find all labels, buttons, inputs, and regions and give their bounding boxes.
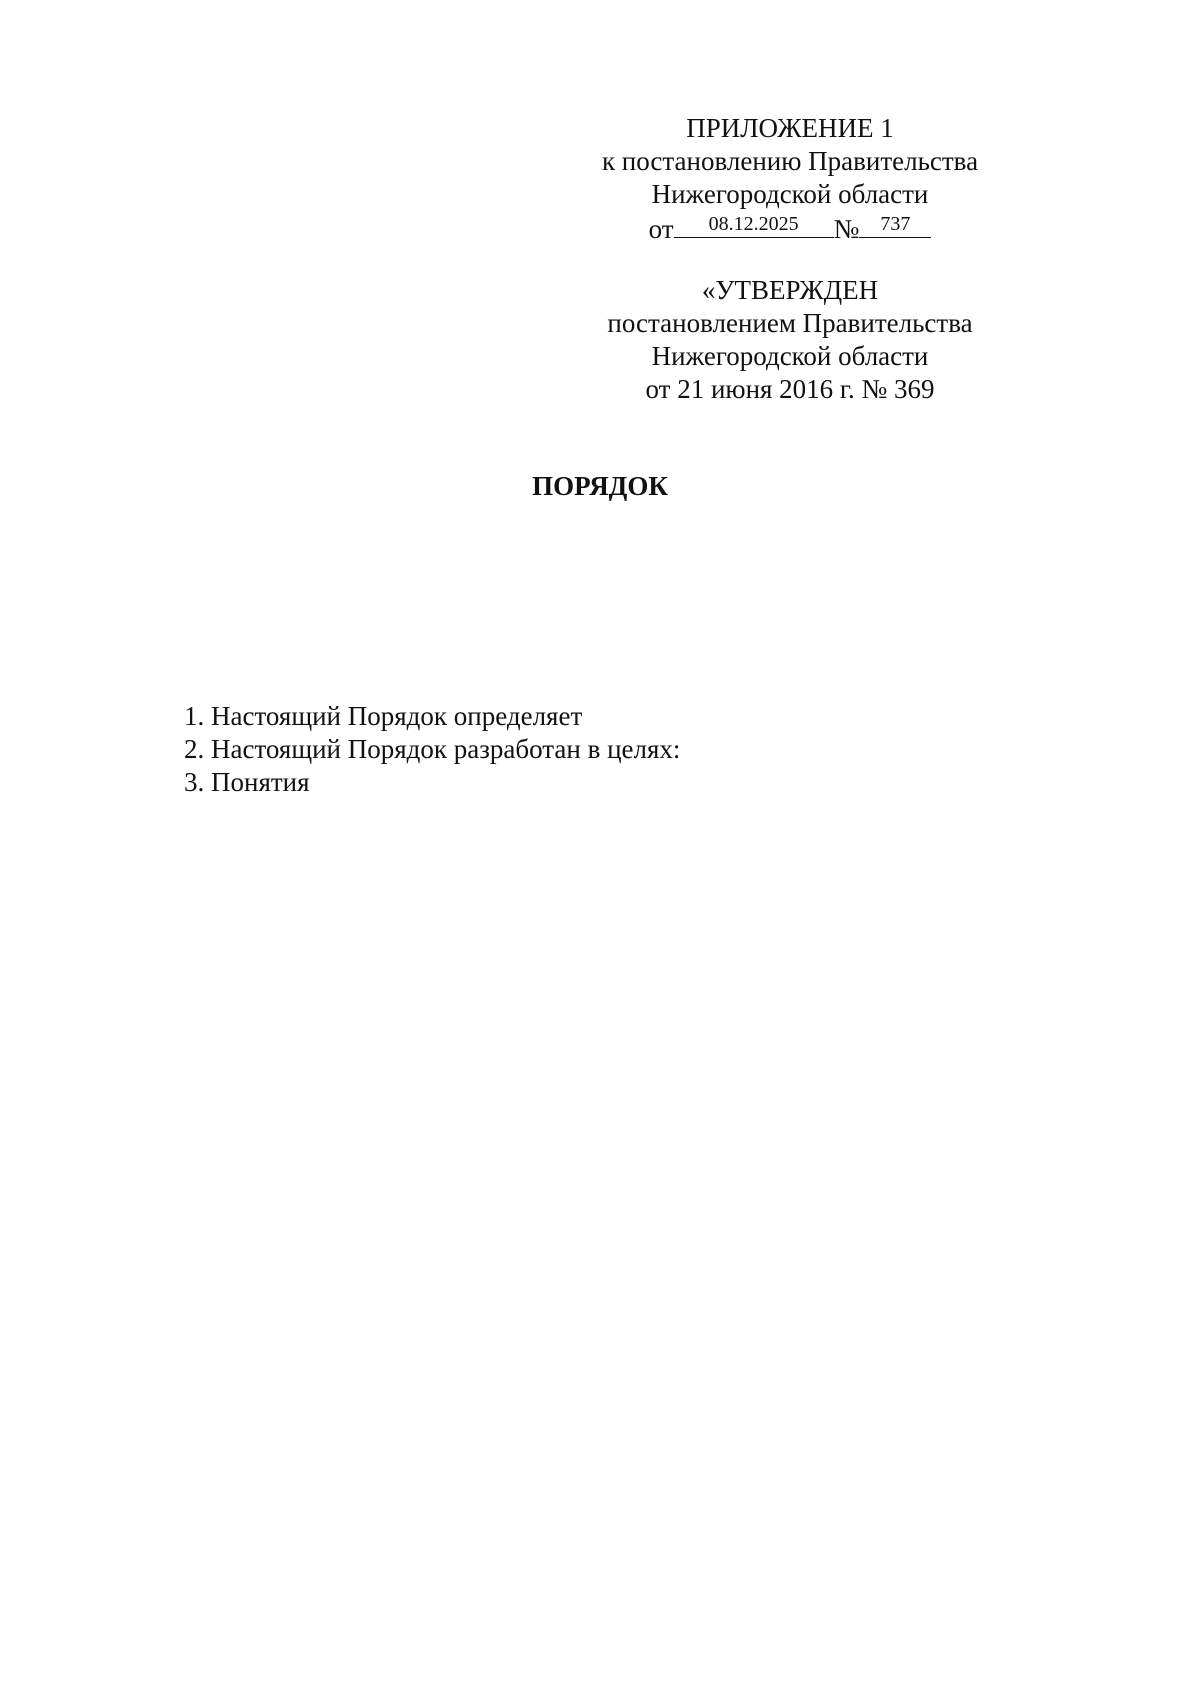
- appendix-title: ПРИЛОЖЕНИЕ 1: [686, 113, 894, 143]
- appendix-block: [560, 112, 1020, 246]
- heading-title: ПОРЯДОК: [532, 471, 668, 501]
- number-field: [859, 211, 931, 238]
- date-field: [674, 211, 834, 238]
- number-value: 737: [880, 213, 911, 235]
- approval-line-1: постановлением Правительства: [607, 308, 973, 338]
- approval-line-3: от 21 июня 2016 г. № 369: [645, 374, 935, 404]
- paragraph-2: 2. Настоящий Порядок разработан в целях:: [184, 734, 681, 764]
- approval-title: «УТВЕРЖДЕН: [701, 275, 879, 305]
- appendix-line-1: к постановлению Правительства: [601, 146, 979, 176]
- date-value: 08.12.2025: [708, 213, 799, 235]
- approval-block: [560, 274, 1020, 406]
- document-body: [112, 700, 1088, 799]
- appendix-line-2: Нижегородской области: [651, 179, 929, 209]
- number-prefix: №: [833, 214, 860, 244]
- appendix-date-number-row: [560, 211, 1020, 246]
- approval-line-2: Нижегородской области: [651, 341, 929, 371]
- paragraph-1: 1. Настоящий Порядок определяет: [184, 701, 583, 731]
- date-prefix: от: [648, 214, 674, 244]
- paragraph-3: 3. Понятия: [184, 767, 310, 797]
- document-heading: [112, 470, 1088, 507]
